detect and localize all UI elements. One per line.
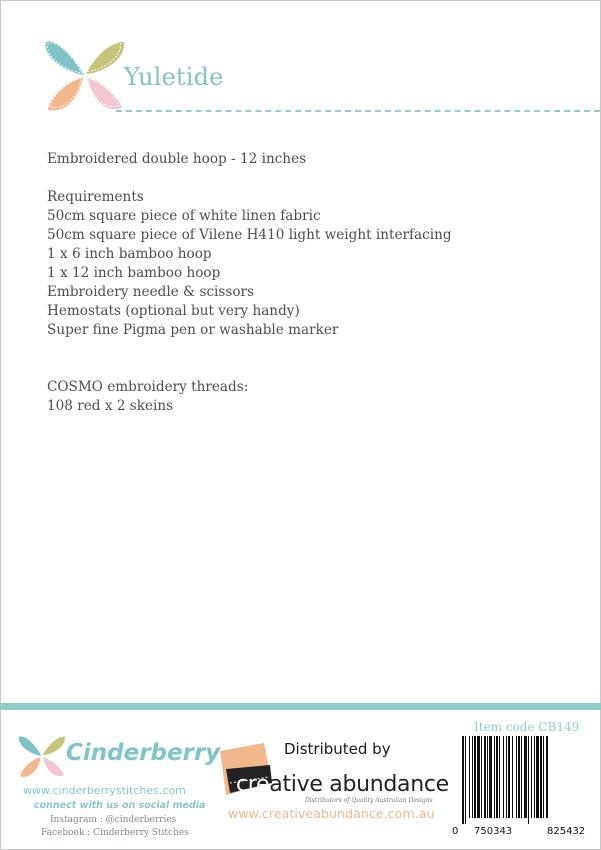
requirement-item: Embroidery needle & scissors (47, 284, 255, 300)
distributor-name: creative abundance (236, 772, 449, 797)
brand-tagline: connect with us on social media (34, 800, 206, 811)
distributed-by-label: Distributed by (284, 740, 391, 758)
item-code: Item code CB149 (474, 720, 580, 734)
threads-heading: COSMO embroidery threads: (47, 379, 249, 395)
brand-name: Cinderberry (66, 740, 221, 766)
pattern-details (47, 150, 567, 416)
requirement-item: 50cm square piece of white linen fabric (47, 208, 321, 224)
thread-item: 108 red x 2 skeins (47, 398, 174, 414)
pattern-title: Yuletide (124, 63, 224, 91)
requirement-item: 1 x 12 inch bamboo hoop (47, 265, 221, 281)
distributor-url[interactable]: www.creativeabundance.com.au (228, 806, 435, 821)
footer-band (0, 703, 601, 710)
facebook-handle: Facebook : Cinderberry Stitches (41, 828, 189, 838)
requirement-item: Super fine Pigma pen or washable marker (47, 322, 339, 338)
flower-logo-icon (44, 36, 126, 114)
pattern-subtitle: Embroidered double hoop - 12 inches (47, 151, 307, 167)
distributor-tagline: Distributors of Quality Australian Designs (305, 797, 433, 804)
requirement-item: 50cm square piece of Vilene H410 light weight interfacing (47, 227, 452, 243)
title-divider (116, 110, 600, 112)
requirement-item: 1 x 6 inch bamboo hoop (47, 246, 212, 262)
barcode (462, 736, 592, 824)
instagram-handle: Instagram : @cinderberries (50, 815, 177, 825)
requirement-item: Hemostats (optional but very handy) (47, 303, 300, 319)
requirements-heading: Requirements (47, 189, 144, 205)
cinderberry-flower-icon (18, 733, 66, 779)
brand-url[interactable]: www.cinderberrystitches.com (23, 784, 186, 797)
